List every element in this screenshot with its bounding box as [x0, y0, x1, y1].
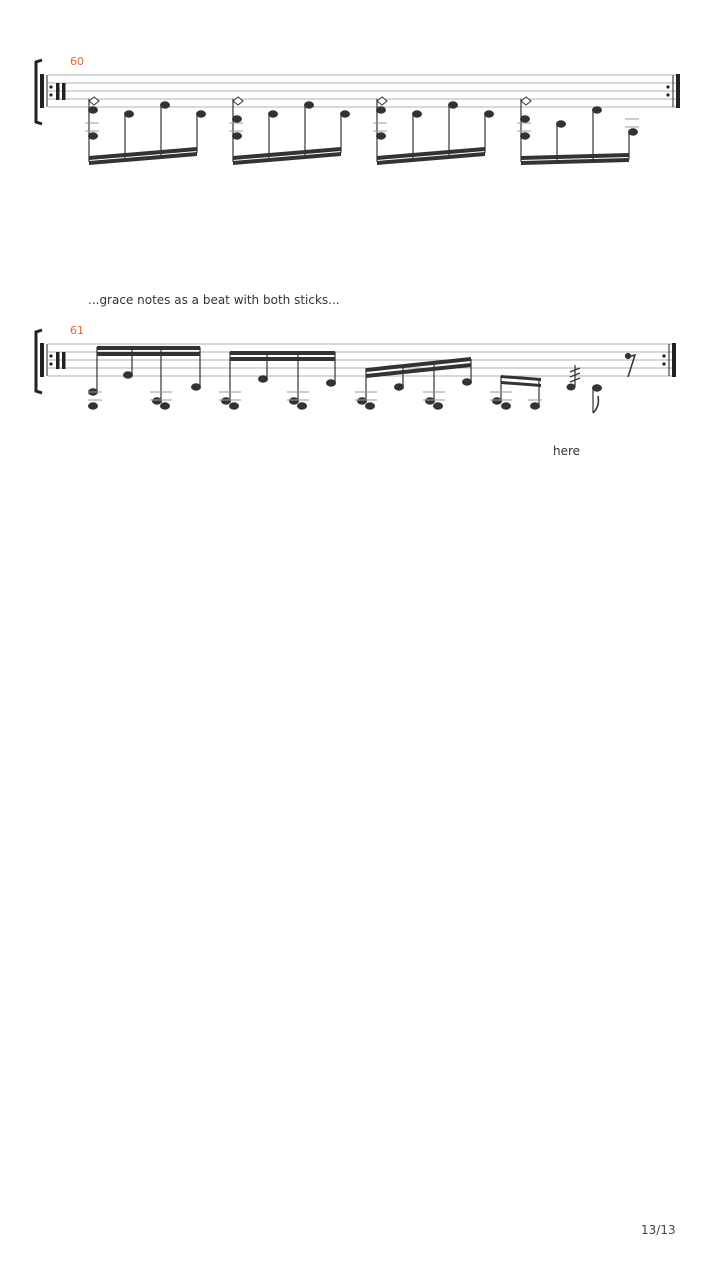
percussion-staff [0, 55, 720, 175]
measure-number: 61 [70, 324, 84, 337]
staff-lines [48, 75, 676, 107]
measure-number: 60 [70, 55, 84, 68]
performance-annotation: here [553, 444, 581, 458]
page-number: 13/13 [641, 1223, 676, 1237]
performance-annotation: ...grace notes as a beat with both sticks... [88, 293, 340, 307]
beam-group [88, 346, 201, 409]
eighth-rest [625, 353, 635, 377]
eighth-note [593, 385, 602, 413]
beam-group [219, 351, 336, 409]
beam-group [355, 357, 472, 409]
percussion-staff [0, 320, 720, 430]
beam-group [490, 375, 542, 409]
grace-note-tremolo [567, 365, 580, 390]
